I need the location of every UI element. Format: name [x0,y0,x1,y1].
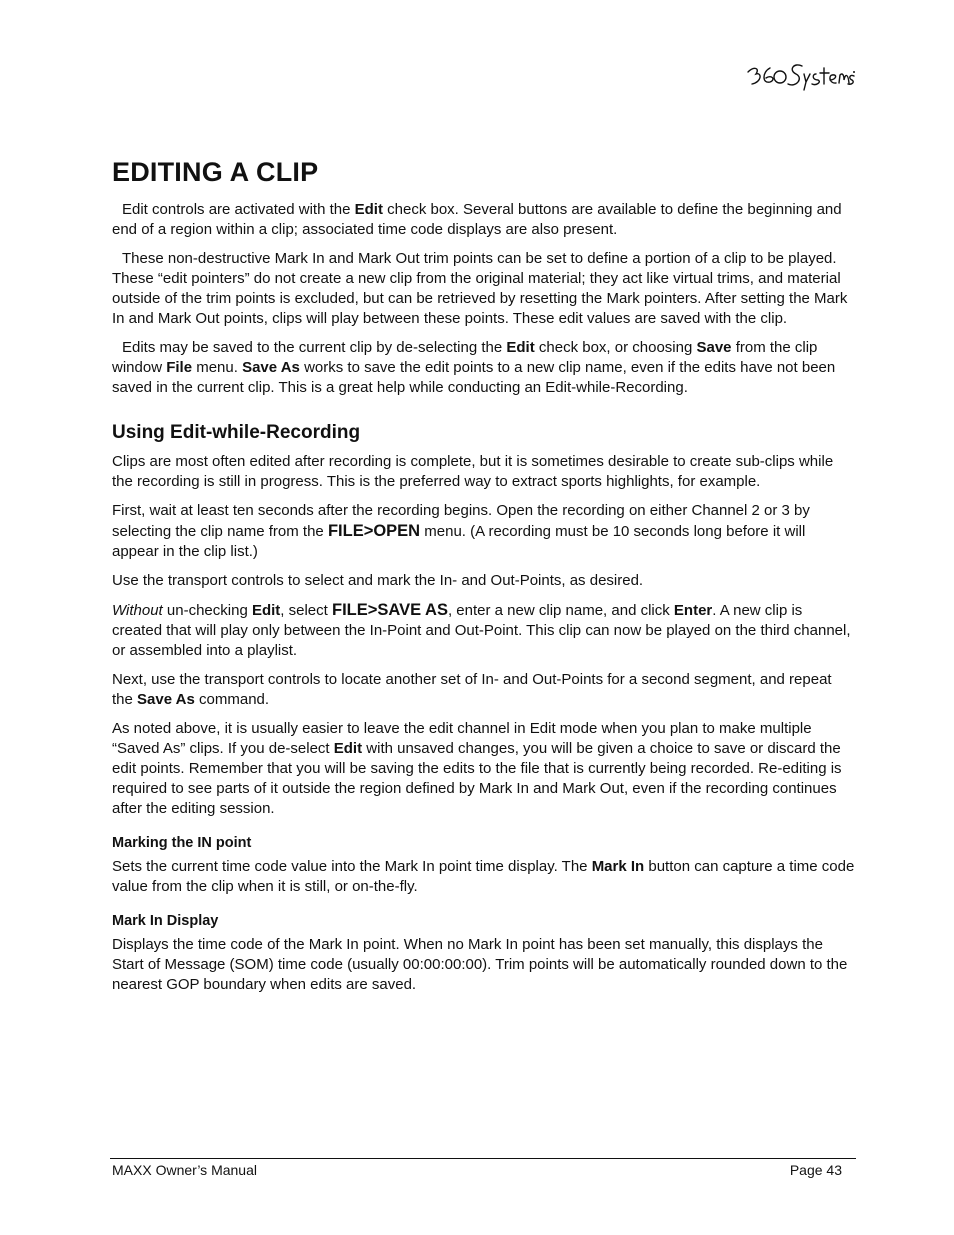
text-run: , select [280,602,332,619]
menu-path-file-open: FILE>OPEN [327,522,421,540]
section-paragraph [112,600,856,661]
section-paragraph [112,719,856,819]
menu-path-file-save-as: FILE>SAVE AS [331,601,448,619]
intro-paragraph [112,249,856,329]
footer-divider [110,1158,856,1159]
text-run: Next, use the transport controls to locate another set of In- and Out-Points for a second segment, and repeat the [112,671,832,708]
ui-term-edit: Edit [506,339,535,356]
subsection-paragraph [112,935,856,995]
text-run: check box, or choosing [534,339,697,356]
ui-term-edit: Edit [251,602,281,619]
footer-page-number: Page 43 [789,1162,842,1178]
subheading-mark-in-display: Mark In Display [112,913,219,929]
subheading-marking-in-point: Marking the IN point [112,835,252,851]
page-content [112,154,856,1004]
text-run: works to save the edit points to a new clip name, even if the edits have not been saved in the current clip. This is a great help while conducting an Edit-while-Recording. [112,359,836,396]
ui-term-save-as: Save As [242,359,300,376]
text-run: . A new clip is created that will play only between the In-Point and Out-Point. This clip can now be played on the third channel, or assembled into a playlist. [112,602,851,659]
text-run: First, wait at least ten seconds after the recording begins. Open the recording on either Channel 2 or 3 by selecting the clip name from the [112,502,810,540]
text-run: un-checking [162,602,252,619]
text-run: Clips are most often edited after recording is complete, but it is sometimes desirable to create sub-clips while the recording is still in progress. This is the preferred way to extract sports highlights, for example. [112,453,834,490]
text-run: command. [194,691,270,708]
text-run: As noted above, it is usually easier to leave the edit channel in Edit mode when you plan to make multiple “Saved As” clips. If you de-select [112,720,812,757]
ui-term-mark-in: Mark In [591,858,645,875]
ui-term-save: Save [696,339,732,356]
text-run: Sets the current time code value into the Mark In point time display. The [112,858,592,875]
text-run: Edit controls are activated with the [122,201,355,218]
text-run: , enter a new clip name, and click [447,602,674,619]
text-run: button can capture a time code value from the clip when it is still, or on-the-fly. [112,858,855,895]
ui-term-edit: Edit [354,201,383,218]
text-run: from the clip window [112,339,818,376]
emphasis-text: Without [112,602,163,619]
ui-term-file: File [166,359,193,376]
page-title: EDITING A CLIP [112,157,319,187]
intro-paragraph [112,200,856,240]
text-run: with unsaved changes, you will be given a choice to save or discard the edit points. Remember that you will be saving the edits to the file that is currently being recorded. Re-editing is required to see parts of it outside the region defined by Mark In and Mark Out, even if the recording continues after the editing session. [112,740,842,817]
company-logo [744,58,856,96]
section-paragraph [112,501,856,562]
text-run: check box. Several buttons are available to define the beginning and end of a region within a clip; associated time code displays are also present. [112,201,842,238]
logo-script-graphic [744,58,856,96]
text-run: Displays the time code of the Mark In point. When no Mark In point has been set manually, this displays the Start of Message (SOM) time code (usually 00:00:00:00). Trim points will be automatically rounded down to the nearest GOP boundary when edits are saved. [112,936,848,993]
text-run: menu. [192,359,243,376]
intro-paragraph [112,338,856,398]
text-run: Edits may be saved to the current clip by de-selecting the [122,339,507,356]
text-run: menu. (A recording must be 10 seconds long before it will appear in the clip list.) [112,523,806,560]
subsection-paragraph [112,857,856,897]
section-paragraph [112,670,856,710]
ui-term-edit: Edit [333,740,363,757]
text-run: These non-destructive Mark In and Mark Out trim points can be set to define a portion of a clip to be played. These “edit pointers” do not create a new clip from the original material; they act like virtual trims, and material outside of the trim points is excluded, but can be retrieved by resetting the Mark pointers. After setting the Mark In and Mark Out points, clips will play between these points. These edit values are saved with the clip. [112,250,848,327]
ui-term-enter: Enter [673,602,713,619]
footer-manual-title: MAXX Owner’s Manual [112,1162,257,1178]
text-run: Use the transport controls to select and mark the In- and Out-Points, as desired. [112,572,644,589]
section-heading: Using Edit-while-Recording [112,422,361,443]
section-paragraph [112,571,856,591]
section-paragraph [112,452,856,492]
ui-term-save-as: Save As [137,691,195,708]
